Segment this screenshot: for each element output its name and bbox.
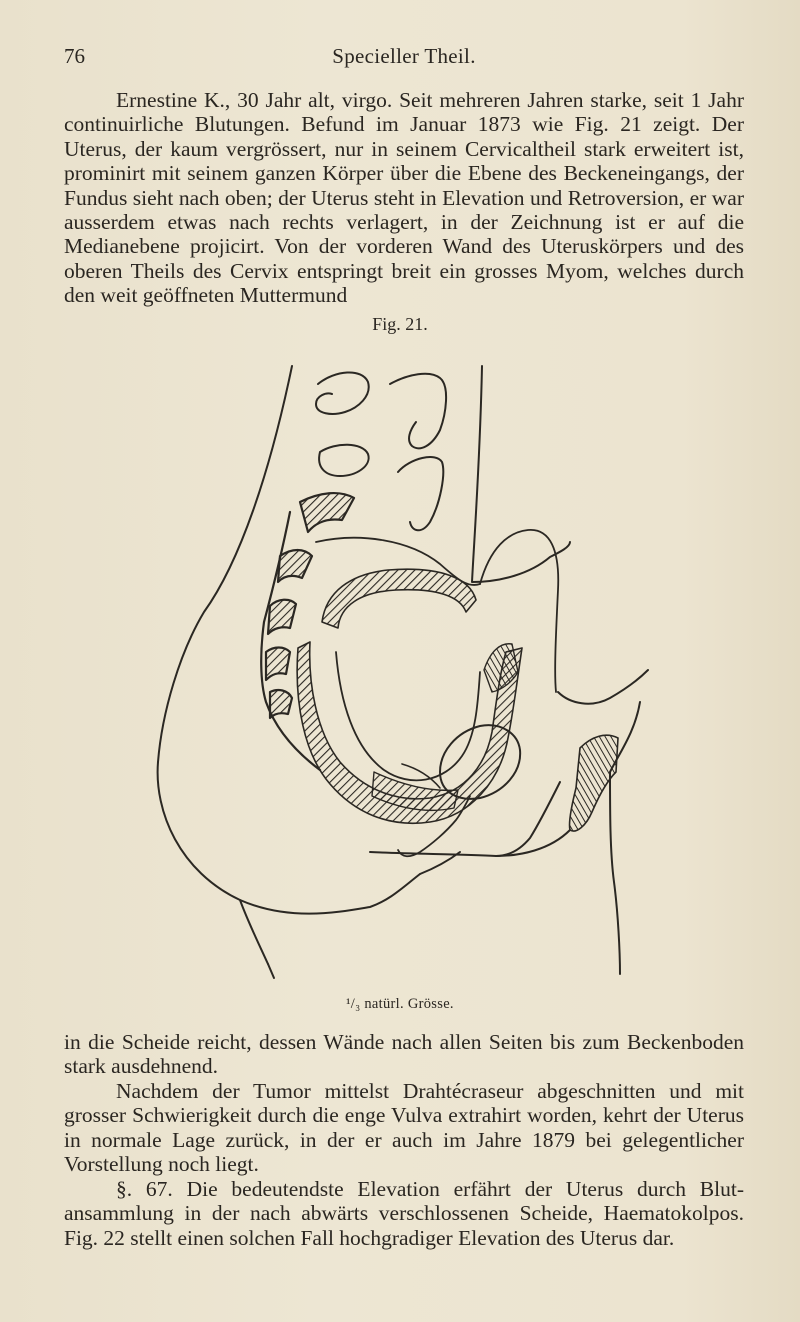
uterus-and-myoma	[297, 569, 522, 856]
paragraph-section-67: §. 67. Die bedeutendste Elevation erfährt der Uterus durch Blutansammlung in der nach abwärts verschlossenen Scheide, Haematokolpos. Fig. 22 stellt einen solchen Fall hochgradiger Elevation des Uterus dar.	[64, 1177, 744, 1250]
page-header	[64, 44, 744, 76]
figure-label: Fig. 21.	[372, 314, 428, 334]
perineum	[268, 852, 460, 978]
figure-uterus-myoma-illustration	[140, 352, 680, 992]
page-number: 76	[64, 44, 85, 68]
outer-body-contour	[158, 366, 640, 974]
peritoneum-line	[316, 530, 558, 692]
paragraph-case-report: Ernestine K., 30 Jahr alt, virgo. Seit mehreren Jahren starke, seit 1 Jahr continuirliche Blutungen. Befund im Januar 1873 wie Fig. 21 zeigt. Der Uterus, der kaum vergrössert, nur in seinem Cervicaltheil stark erweitert ist, prominirt mit seinem ganzen Körper über die Ebene des Beckeneingangs, der Fundus sieht nach oben; der Uterus steht in Elevation und Retroversion, er war ausserdem etwas nach rechts verlagert, in der Zeichnung ist er auf die Medianebene projicirt. Von der vorderen Wand des Uteruskörpers und des oberen Theils des Cervix entspringt breit ein grosses Myom, welches durch den weit geöffneten Muttermund	[64, 88, 744, 308]
running-title: Specieller Theil.	[332, 44, 476, 68]
paragraph-outcome: Nachdem der Tumor mittelst Drahtécraseur abgeschnitten und mit grosser Schwierigkeit durch die enge Vulva extrahirt worden, kehrt der Uterus in normale Lage zurück, in der er auch im Jahre 1879 bei gelegentlicher Vorstellung noch liegt.	[64, 1079, 744, 1177]
paragraph-continuation: in die Scheide reicht, dessen Wände nach allen Seiten bis zum Beckenboden stark ausdehnend.	[64, 1030, 744, 1079]
figure-caption: ¹/₃ natürl. Grösse.	[346, 996, 454, 1012]
